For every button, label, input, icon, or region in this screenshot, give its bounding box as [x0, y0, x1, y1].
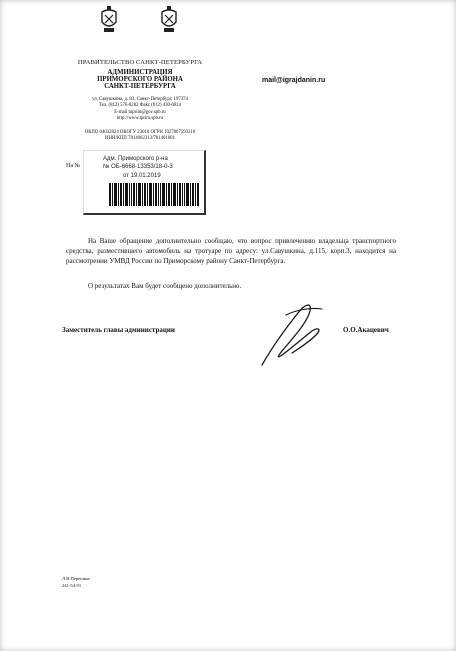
email-line: E-mail tuprim@gov.spb.ru — [114, 109, 166, 115]
phone-line: Тел. (812) 576-8282 Факс (812) 430-0814 — [98, 103, 182, 109]
stamp-line-3: от 19.01.2019 — [123, 173, 161, 179]
administration-title — [48, 69, 232, 90]
registration-codes — [48, 130, 232, 143]
codes-line-2: ИНН/КПП 7814002313/781401001 — [105, 136, 175, 142]
body-paragraph-1: На Ваше обращение дополнительно сообщаю, что вопрос привлечению владельца транспортного средства, разместившего автомобиль на тротуаре по адресу: ул.Савушкина, д.115, корп.3, находится на рассмотрении УМВД России по Приморскому району Санкт-Петербурга. — [66, 237, 396, 265]
website-line: http://www.tprim.spb.ru — [116, 116, 164, 122]
registration-stamp — [83, 150, 208, 215]
handwritten-signature-icon — [252, 293, 332, 373]
stamp-line-2: № ОБ-6668-13353/18-0-3 — [103, 164, 173, 170]
signatory-name: О.О.Акацевич — [343, 326, 389, 334]
codes-line-1: ОКПО 04032824 ОКОГУ 23010 ОГРН 1027807593318 — [84, 130, 196, 135]
coat-of-arms-left-icon — [98, 4, 120, 34]
executor-phone: 241-54-91 — [62, 583, 82, 588]
recipient-email: mail@igrajdanin.ru — [262, 77, 326, 84]
reference-fragment: На № — [66, 163, 81, 169]
government-title: ПРАВИТЕЛЬСТВО САНКТ-ПЕТЕРБУРГА — [77, 59, 203, 66]
executor-name: Л.В.Перепина — [62, 576, 90, 581]
coat-of-arms-right-icon — [158, 4, 180, 34]
contact-block — [48, 97, 232, 123]
barcode-icon — [109, 183, 199, 206]
address-line: ул. Савушкина, д. 83, Санкт-Петербург, 197374 — [92, 97, 188, 102]
stamp-line-1: Адм. Приморского р-на — [103, 156, 168, 162]
admin-line-1: АДМИНИСТРАЦИЯ — [107, 69, 173, 76]
admin-line-2: ПРИМОРСКОГО РАЙОНА — [97, 76, 183, 84]
body-paragraph-2: О результатах Вам будет сообщено дополнительно. — [88, 282, 242, 290]
signatory-role: Заместитель главы администрации — [62, 326, 175, 334]
admin-line-3: САНКТ-ПЕТЕРБУРГА — [104, 83, 176, 91]
